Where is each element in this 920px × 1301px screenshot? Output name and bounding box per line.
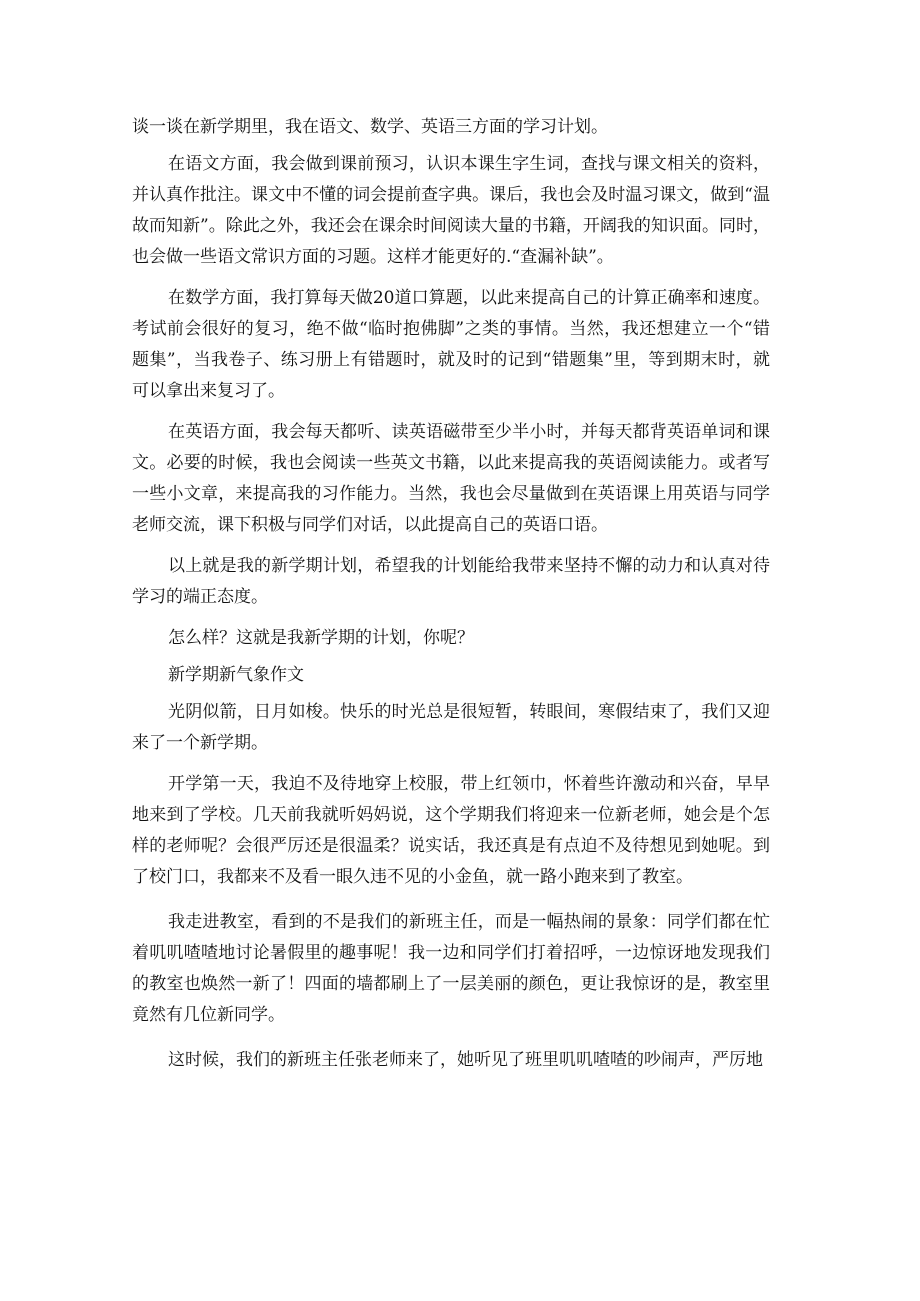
paragraph-classroom: 我走进教室，看到的不是我们的新班主任，而是一幅热闹的景象：同学们都在忙着叽叽喳喳地讨论暑假里的趣事呢！我一边和同学们打着招呼，一边惊讶地发现我们的教室也焕然一新了！四面的墙都刷上了一层美丽的颜色，更让我惊讶的是，教室里竟然有几位新同学。 <box>132 912 770 1025</box>
paragraph-question: 怎么样？这就是我新学期的计划，你呢？ <box>168 628 474 648</box>
paragraph-math-plan: 在数学方面，我打算每天做20道口算题，以此来提高自己的计算正确率和速度。考试前会很好的复习，绝不做“临时抱佛脚”之类的事情。当然，我还想建立一个“错题集”，当我卷子、练习册上有错题时，就及时的记到“错题集”里，等到期末时，就可以拿出来复习了。 <box>132 288 770 401</box>
paragraph-first-day: 开学第一天，我迫不及待地穿上校服，带上红领巾，怀着些许激动和兴奋，早早地来到了学校。几天前我就听妈妈说，这个学期我们将迎来一位新老师，她会是个怎样的老师呢？会很严厉还是很温柔？说实话，我还真是有点迫不及待想见到她呢。到了校门口，我都来不及看一眼久违不见的小金鱼，就一路小跑来到了教室。 <box>132 774 770 887</box>
paragraph-intro: 谈一谈在新学期里，我在语文、数学、英语三方面的学习计划。 <box>132 117 608 137</box>
paragraph-teacher-arrives: 这时候，我们的新班主任张老师来了，她听见了班里叽叽喳喳的吵闹声，严厉地 <box>168 1050 763 1070</box>
paragraph-essay-opening: 光阴似箭，日月如梭。快乐的时光总是很短暂，转眼间，寒假结束了，我们又迎来了一个新学期。 <box>132 702 770 753</box>
paragraph-conclusion: 以上就是我的新学期计划，希望我的计划能给我带来坚持不懈的动力和认真对待学习的端正态度。 <box>132 556 770 607</box>
essay-title: 新学期新气象作文 <box>168 665 304 685</box>
paragraph-chinese-plan: 在语文方面，我会做到课前预习，认识本课生字生词，查找与课文相关的资料，并认真作批注。课文中不懂的词会提前查字典。课后，我也会及时温习课文，做到“温故而知新”。除此之外，我还会在课余时间阅读大量的书籍，开阔我的知识面。同时，也会做一些语文常识方面的习题。这样才能更好的.“查漏补缺”。 <box>132 154 770 267</box>
document-body <box>132 112 770 1076</box>
paragraph-english-plan: 在英语方面，我会每天都听、读英语磁带至少半小时，并每天都背英语单词和课文。必要的时候，我也会阅读一些英文书籍，以此来提高我的英语阅读能力。或者写一些小文章，来提高我的习作能力。当然，我也会尽量做到在英语课上用英语与同学老师交流，课下积极与同学们对话，以此提高自己的英语口语。 <box>132 422 770 535</box>
